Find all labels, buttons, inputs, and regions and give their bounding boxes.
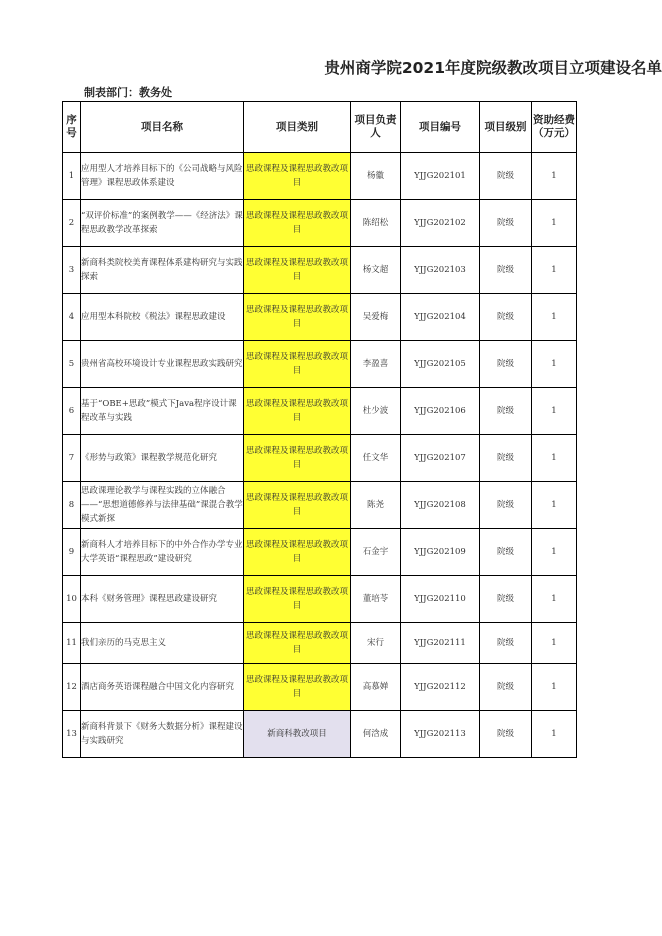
department-label: 制表部门：教务处 — [84, 86, 172, 99]
cell-index: 4 — [63, 294, 81, 341]
cell-category: 新商科教改项目 — [244, 711, 351, 758]
cell-category: 思政课程及课程思政教改项目 — [244, 294, 351, 341]
cell-project-name: “双评价标准”的案例教学——《经济法》课程思政教学改革探索 — [81, 200, 244, 247]
cell-project-name: 新商科人才培养目标下的中外合作办学专业大学英语“课程思政”建设研究 — [81, 529, 244, 576]
table-row — [63, 711, 577, 758]
header-index: 序号 — [63, 102, 81, 153]
cell-leader: 李盈喜 — [351, 341, 401, 388]
table-row — [63, 341, 577, 388]
cell-category: 思政课程及课程思政教改项目 — [244, 664, 351, 711]
cell-code: YJJG202109 — [401, 529, 480, 576]
cell-category: 思政课程及课程思政教改项目 — [244, 576, 351, 623]
header-level: 项目级别 — [480, 102, 532, 153]
table-row — [63, 623, 577, 664]
cell-level: 院级 — [480, 482, 532, 529]
cell-category: 思政课程及课程思政教改项目 — [244, 153, 351, 200]
project-table — [62, 101, 577, 758]
cell-category: 思政课程及课程思政教改项目 — [244, 341, 351, 388]
table-row — [63, 388, 577, 435]
cell-category: 思政课程及课程思政教改项目 — [244, 623, 351, 664]
cell-funding: 1 — [532, 341, 577, 388]
cell-index: 8 — [63, 482, 81, 529]
table-row — [63, 435, 577, 482]
cell-index: 3 — [63, 247, 81, 294]
cell-level: 院级 — [480, 623, 532, 664]
cell-level: 院级 — [480, 711, 532, 758]
cell-level: 院级 — [480, 153, 532, 200]
cell-project-name: 新商科类院校美育课程体系建构研究与实践探索 — [81, 247, 244, 294]
cell-leader: 宋行 — [351, 623, 401, 664]
cell-funding: 1 — [532, 153, 577, 200]
cell-leader: 任文华 — [351, 435, 401, 482]
page-title: 贵州商学院2021年度院级教改项目立项建设名单 — [324, 59, 662, 77]
cell-project-name: 应用型本科院校《税法》课程思政建设 — [81, 294, 244, 341]
cell-level: 院级 — [480, 576, 532, 623]
cell-index: 5 — [63, 341, 81, 388]
cell-code: YJJG202106 — [401, 388, 480, 435]
header-code: 项目编号 — [401, 102, 480, 153]
header-leader: 项目负责人 — [351, 102, 401, 153]
cell-index: 10 — [63, 576, 81, 623]
cell-code: YJJG202113 — [401, 711, 480, 758]
cell-project-name: 本科《财务管理》课程思政建设研究 — [81, 576, 244, 623]
cell-leader: 杨徽 — [351, 153, 401, 200]
cell-category: 思政课程及课程思政教改项目 — [244, 482, 351, 529]
cell-project-name: 新商科背景下《财务大数据分析》课程建设与实践研究 — [81, 711, 244, 758]
cell-code: YJJG202107 — [401, 435, 480, 482]
table-header-row — [63, 102, 577, 153]
table-row — [63, 153, 577, 200]
cell-code: YJJG202111 — [401, 623, 480, 664]
cell-project-name: 贵州省高校环境设计专业课程思政实践研究 — [81, 341, 244, 388]
table-row — [63, 247, 577, 294]
cell-code: YJJG202105 — [401, 341, 480, 388]
cell-leader: 董培苓 — [351, 576, 401, 623]
cell-funding: 1 — [532, 388, 577, 435]
cell-funding: 1 — [532, 664, 577, 711]
cell-code: YJJG202108 — [401, 482, 480, 529]
cell-project-name: 我们亲历的马克思主义 — [81, 623, 244, 664]
table-row — [63, 576, 577, 623]
cell-leader: 何浛成 — [351, 711, 401, 758]
cell-project-name: 应用型人才培养目标下的《公司战略与风险管理》课程思政体系建设 — [81, 153, 244, 200]
cell-level: 院级 — [480, 341, 532, 388]
header-name: 项目名称 — [81, 102, 244, 153]
cell-code: YJJG202112 — [401, 664, 480, 711]
cell-level: 院级 — [480, 664, 532, 711]
cell-index: 13 — [63, 711, 81, 758]
cell-code: YJJG202102 — [401, 200, 480, 247]
cell-index: 12 — [63, 664, 81, 711]
cell-level: 院级 — [480, 529, 532, 576]
cell-project-name: 酒店商务英语课程融合中国文化内容研究 — [81, 664, 244, 711]
cell-leader: 杨文超 — [351, 247, 401, 294]
cell-leader: 杜少波 — [351, 388, 401, 435]
cell-index: 11 — [63, 623, 81, 664]
cell-index: 1 — [63, 153, 81, 200]
cell-level: 院级 — [480, 388, 532, 435]
cell-index: 6 — [63, 388, 81, 435]
table-row — [63, 294, 577, 341]
table-row — [63, 529, 577, 576]
header-category: 项目类别 — [244, 102, 351, 153]
cell-project-name: 《形势与政策》课程教学规范化研究 — [81, 435, 244, 482]
cell-category: 思政课程及课程思政教改项目 — [244, 529, 351, 576]
cell-funding: 1 — [532, 711, 577, 758]
cell-code: YJJG202101 — [401, 153, 480, 200]
cell-level: 院级 — [480, 435, 532, 482]
cell-code: YJJG202110 — [401, 576, 480, 623]
cell-funding: 1 — [532, 294, 577, 341]
cell-category: 思政课程及课程思政教改项目 — [244, 247, 351, 294]
header-funding: 资助经费（万元） — [532, 102, 577, 153]
cell-funding: 1 — [532, 529, 577, 576]
cell-leader: 吴爱梅 — [351, 294, 401, 341]
cell-project-name: 思政课理论教学与课程实践的立体融合——“思想道德修养与法律基础”课混合教学模式新探 — [81, 482, 244, 529]
cell-leader: 石金宇 — [351, 529, 401, 576]
table-row — [63, 200, 577, 247]
cell-level: 院级 — [480, 294, 532, 341]
table-row — [63, 664, 577, 711]
cell-level: 院级 — [480, 247, 532, 294]
cell-leader: 陈绍松 — [351, 200, 401, 247]
cell-funding: 1 — [532, 482, 577, 529]
cell-category: 思政课程及课程思政教改项目 — [244, 388, 351, 435]
table-row — [63, 482, 577, 529]
cell-funding: 1 — [532, 623, 577, 664]
cell-leader: 高慕婵 — [351, 664, 401, 711]
cell-level: 院级 — [480, 200, 532, 247]
cell-index: 7 — [63, 435, 81, 482]
cell-funding: 1 — [532, 435, 577, 482]
cell-code: YJJG202103 — [401, 247, 480, 294]
cell-category: 思政课程及课程思政教改项目 — [244, 200, 351, 247]
cell-code: YJJG202104 — [401, 294, 480, 341]
cell-index: 2 — [63, 200, 81, 247]
cell-index: 9 — [63, 529, 81, 576]
cell-funding: 1 — [532, 200, 577, 247]
cell-project-name: 基于“OBE+思政”模式下Java程序设计课程改革与实践 — [81, 388, 244, 435]
cell-funding: 1 — [532, 576, 577, 623]
cell-category: 思政课程及课程思政教改项目 — [244, 435, 351, 482]
cell-leader: 陈尧 — [351, 482, 401, 529]
cell-funding: 1 — [532, 247, 577, 294]
